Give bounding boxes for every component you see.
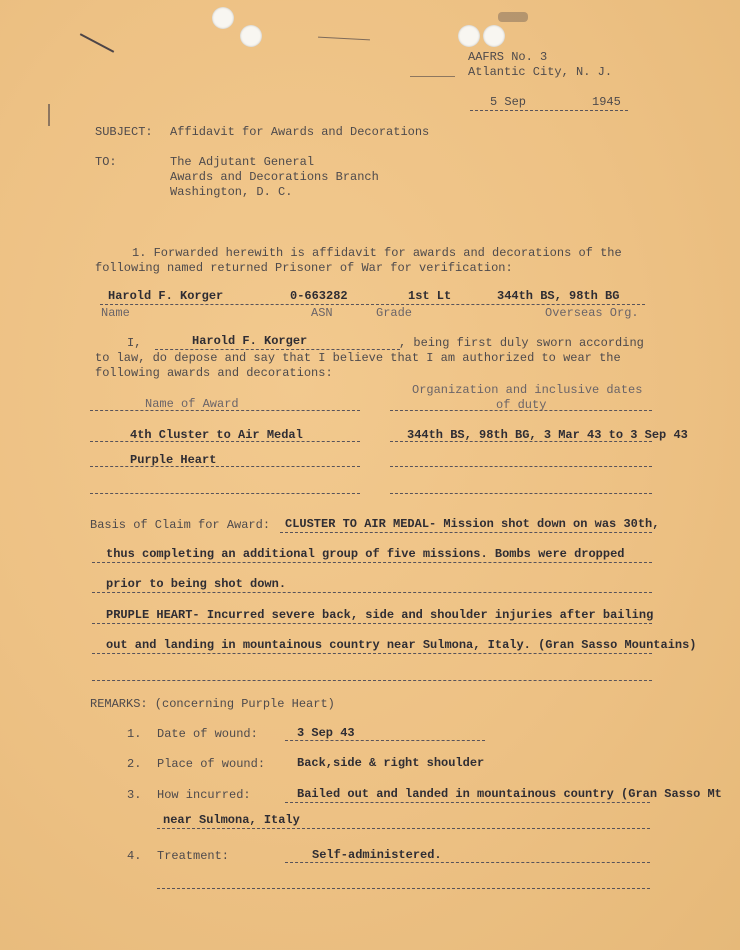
basis-label: Basis of Claim for Award: <box>90 518 271 532</box>
oath-name-underline <box>155 349 400 350</box>
basis-line-2: thus completing an additional group of five missions. Bombs were dropped <box>106 547 625 561</box>
remarks-label: REMARKS: (concerning Purple Heart) <box>90 697 335 711</box>
basis-line-1: CLUSTER TO AIR MEDAL- Mission shot down on was 30th, <box>285 517 660 531</box>
para1-line-2: following named returned Prisoner of War for verification: <box>95 261 513 275</box>
remark-underline <box>157 828 650 829</box>
basis-underline-6 <box>92 680 652 681</box>
person-org: 344th BS, 98th BG <box>497 289 620 303</box>
person-underline <box>100 304 645 305</box>
remark-underline <box>285 802 650 803</box>
basis-underline-1 <box>280 532 652 533</box>
punch-hole-left <box>212 7 234 29</box>
oath-line-3: following awards and decorations: <box>95 366 333 380</box>
remark-label: Treatment: <box>157 849 230 863</box>
punch-hole-right-1 <box>458 25 480 47</box>
award-col-header-line <box>90 410 360 411</box>
org-col-header-1: Organization and inclusive dates <box>412 383 643 397</box>
remark-value: Self-administered. <box>312 848 442 862</box>
award-org-line-blank <box>390 493 652 494</box>
basis-line-4: PRUPLE HEART- Incurred severe back, side and shoulder injuries after bailing <box>106 608 654 622</box>
remark-underline <box>285 862 650 863</box>
remark-number: 2. <box>127 757 142 771</box>
punch-hole-right-2 <box>483 25 505 47</box>
remark-number: 4. <box>127 849 142 863</box>
award-org-line <box>390 466 652 467</box>
remark-value: Back,side & right shoulder <box>297 756 485 770</box>
person-asn: 0-663282 <box>290 289 348 303</box>
name-caption: Name <box>101 306 130 320</box>
person-grade: 1st Lt <box>408 289 452 303</box>
basis-underline-5 <box>92 653 652 654</box>
basis-underline-2 <box>92 562 652 563</box>
office-line-2: Atlantic City, N. J. <box>468 65 613 79</box>
subject-label: SUBJECT: <box>95 125 153 139</box>
to-line-1: The Adjutant General <box>170 155 315 169</box>
award-name: 4th Cluster to Air Medal <box>130 428 303 442</box>
basis-line-5: out and landing in mountainous country near Sulmona, Italy. (Gran Sasso Mountains) <box>106 638 697 652</box>
org-caption: Overseas Org. <box>545 306 639 320</box>
remark-underline <box>285 740 485 741</box>
org-col-header-line <box>390 410 652 411</box>
remark-value: 3 Sep 43 <box>297 726 355 740</box>
org-col-header-2: of duty <box>496 398 547 412</box>
remark-value: Bailed out and landed in mountainous country (Gran Sasso Mt <box>297 787 722 801</box>
to-line-2: Awards and Decorations Branch <box>170 170 379 184</box>
remark-label: Place of wound: <box>157 757 266 771</box>
remark-underline-blank <box>157 888 650 889</box>
pencil-mark <box>48 104 50 126</box>
award-line <box>90 466 360 467</box>
oath-name: Harold F. Korger <box>192 334 308 348</box>
oath-prefix: I, <box>127 336 142 350</box>
oath-line-2: to law, do depose and say that I believe that I am authorized to wear the <box>95 351 621 365</box>
office-line-1: AAFRS No. 3 <box>468 50 548 64</box>
remark-value-continued: near Sulmona, Italy <box>163 813 300 827</box>
grade-caption: Grade <box>376 306 413 320</box>
award-name: Purple Heart <box>130 453 217 467</box>
subject-value: Affidavit for Awards and Decorations <box>170 125 430 139</box>
award-line <box>90 441 360 442</box>
remark-label: Date of wound: <box>157 727 258 741</box>
person-name: Harold F. Korger <box>108 289 224 303</box>
remark-number: 1. <box>127 727 142 741</box>
remark-label: How incurred: <box>157 788 251 802</box>
pencil-mark <box>318 37 370 41</box>
basis-underline-3 <box>92 592 652 593</box>
punch-hole-center <box>240 25 262 47</box>
basis-line-3: prior to being shot down. <box>106 577 287 591</box>
award-org: 344th BS, 98th BG, 3 Mar 43 to 3 Sep 43 <box>407 428 688 442</box>
basis-underline-4 <box>92 623 652 624</box>
oath-suffix: , being first duly sworn according <box>399 336 644 350</box>
pencil-mark <box>80 33 114 53</box>
asn-caption: ASN <box>311 306 333 320</box>
to-line-3: Washington, D. C. <box>170 185 293 199</box>
to-label: TO: <box>95 155 117 169</box>
award-col-header: Name of Award <box>145 397 239 411</box>
date-day: 5 Sep <box>490 95 527 109</box>
award-line-blank <box>90 493 360 494</box>
award-org-line <box>390 441 652 442</box>
pencil-mark <box>410 76 455 77</box>
smudge-mark <box>498 12 528 22</box>
para1-line-1: 1. Forwarded herewith is affidavit for awards and decorations of the <box>132 246 622 260</box>
date-underline <box>470 110 628 111</box>
remark-number: 3. <box>127 788 142 802</box>
date-year: 1945 <box>592 95 621 109</box>
